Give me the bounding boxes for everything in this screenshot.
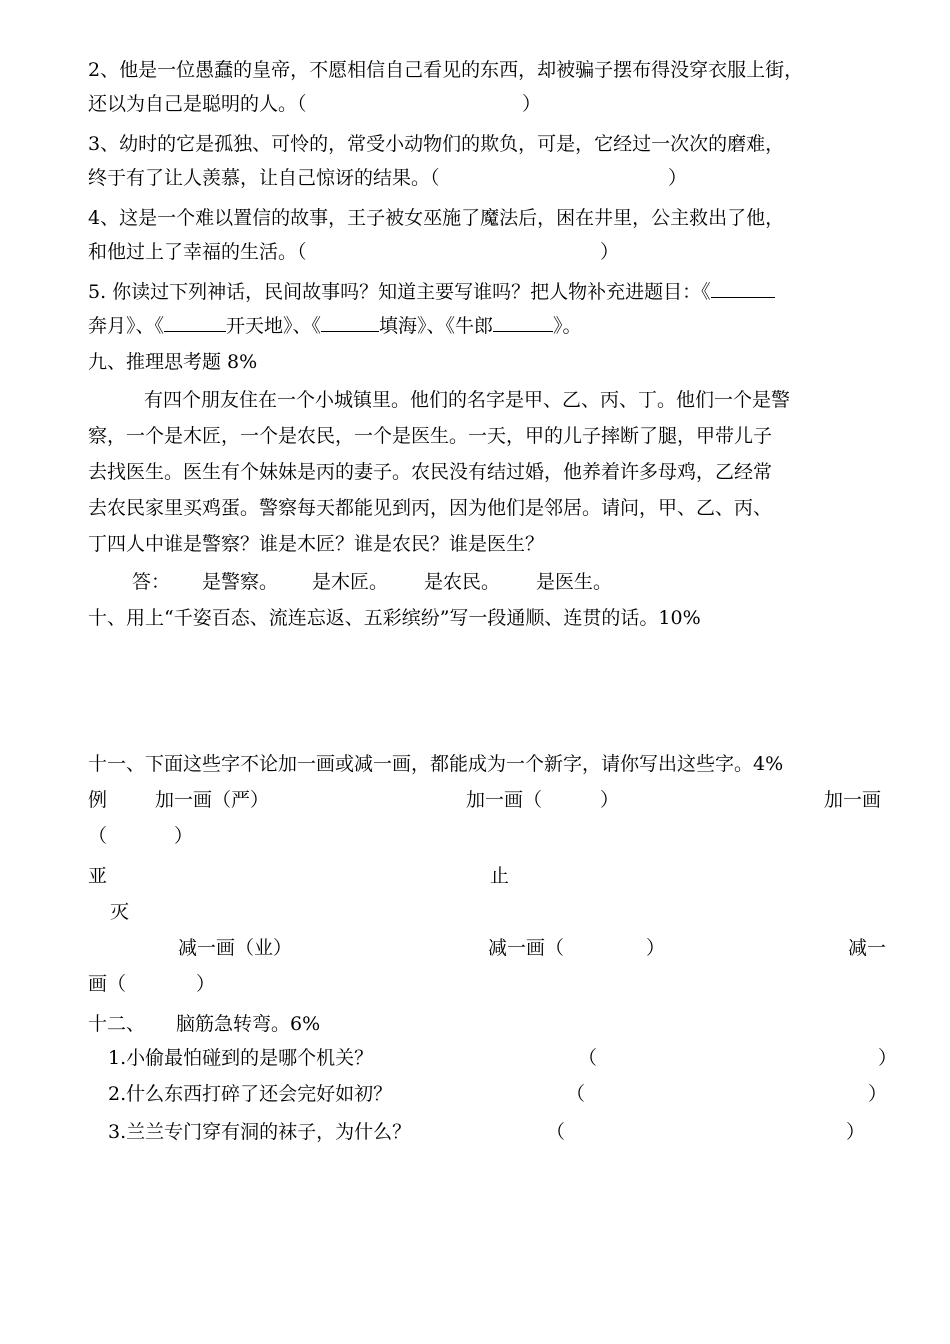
add-stroke-example: 加一画（严） <box>155 789 270 811</box>
section9-para-line1: 有四个朋友住在一个小城镇里。他们的名字是甲、乙、丙、丁。他们一个是警 <box>144 389 791 411</box>
subtract-stroke-blank-2: 减一画（ <box>488 937 565 959</box>
riddle-1-question: 1.小偷最怕碰到的是哪个机关？ <box>108 1047 374 1069</box>
section12-heading: 十二、 <box>88 1013 146 1035</box>
answer-farmer: 是农民。 <box>424 571 501 593</box>
char-mie: 灭 <box>110 901 130 923</box>
q5-line1: 5. 你读过下列神话，民间故事吗？知道主要写谁吗？把人物补充进题目：《 <box>88 280 775 304</box>
q5-blank-2[interactable] <box>164 314 226 332</box>
subtract-stroke-example: 减一画（业） <box>178 937 293 959</box>
riddle-1-open: （ <box>578 1047 598 1069</box>
riddle-2-question: 2.什么东西打碎了还会完好如初？ <box>108 1083 393 1105</box>
subtract-stroke-blank-3-close: ） <box>196 973 216 995</box>
riddle-2-close: ） <box>868 1083 888 1105</box>
section9-para-line4: 去农民家里买鸡蛋。警察每天都能见到丙，因为他们是邻居。请问，甲、乙、丙、 <box>88 497 773 519</box>
q3-answer-close: ） <box>668 167 688 189</box>
riddle-3-question: 3.兰兰专门穿有洞的袜子，为什么？ <box>108 1121 412 1143</box>
add-stroke-blank-2: 加一画（ <box>466 789 543 811</box>
section10-heading: 十、用上“千姿百态、流连忘返、五彩缤纷”写一段通顺、连贯的话。10% <box>88 607 701 629</box>
answer-carpenter: 是木匠。 <box>312 571 389 593</box>
riddle-3-open: （ <box>546 1121 566 1143</box>
q3-line1: 3、幼时的它是孤独、可怜的，常受小动物们的欺负，可是，它经过一次次的磨难， <box>88 133 785 155</box>
subtract-stroke-label-3-cont: 画（ <box>88 973 127 995</box>
char-zhi: 止 <box>490 865 510 887</box>
q5-blank-1[interactable] <box>711 280 775 298</box>
subtract-stroke-label-3: 减一 <box>848 937 887 959</box>
q4-line1: 4、这是一个难以置信的故事，王子被女巫施了魔法后，困在井里，公主救出了他， <box>88 207 785 229</box>
q2-line1: 2、他是一位愚蠢的皇帝，不愿相信自己看见的东西，却被骗子摆布得没穿衣服上街， <box>88 59 804 81</box>
section9-answer-label: 答： <box>132 571 171 593</box>
answer-police: 是警察。 <box>202 571 279 593</box>
riddle-2-open: （ <box>566 1083 586 1105</box>
q4-answer-close: ） <box>600 241 620 263</box>
q5-line2: 奔月》、《 开天地》、《 填海》、《牛郎 》。 <box>88 315 582 337</box>
add-stroke-blank-3-open: （ <box>88 825 108 847</box>
add-stroke-blank-3-close: ） <box>174 825 194 847</box>
section12-title: 脑筋急转弯。6% <box>176 1013 321 1035</box>
subtract-stroke-blank-2-close: ） <box>646 937 666 959</box>
q2-line2: 还以为自己是聪明的人。（ <box>88 93 307 115</box>
add-stroke-label-3: 加一画 <box>824 789 882 811</box>
riddle-3-close: ） <box>846 1121 866 1143</box>
section9-para-line3: 去找医生。医生有个妹妹是丙的妻子。农民没有结过婚，他养着许多母鸡，乙经常 <box>88 461 773 483</box>
q5-blank-3[interactable] <box>321 314 379 332</box>
example-label: 例 <box>88 789 108 811</box>
add-stroke-blank-2-close: ） <box>600 789 620 811</box>
q5-blank-4[interactable] <box>493 314 553 332</box>
section9-para-line2: 察，一个是木匠，一个是农民，一个是医生。一天，甲的儿子摔断了腿，甲带儿子 <box>88 425 773 447</box>
q4-line2: 和他过上了幸福的生活。（ <box>88 241 307 263</box>
answer-doctor: 是医生。 <box>536 571 613 593</box>
section9-para-line5: 丁四人中谁是警察？谁是木匠？谁是农民？谁是医生？ <box>88 533 545 555</box>
section11-heading: 十一、下面这些字不论加一画或减一画，都能成为一个新字，请你写出这些字。4% <box>88 753 784 775</box>
char-ya: 亚 <box>88 865 108 887</box>
q2-answer-close: ） <box>522 93 542 115</box>
section9-heading: 九、推理思考题 8% <box>88 351 258 373</box>
q3-line2: 终于有了让人羡慕，让自己惊讶的结果。（ <box>88 167 440 189</box>
riddle-1-close: ） <box>878 1047 898 1069</box>
